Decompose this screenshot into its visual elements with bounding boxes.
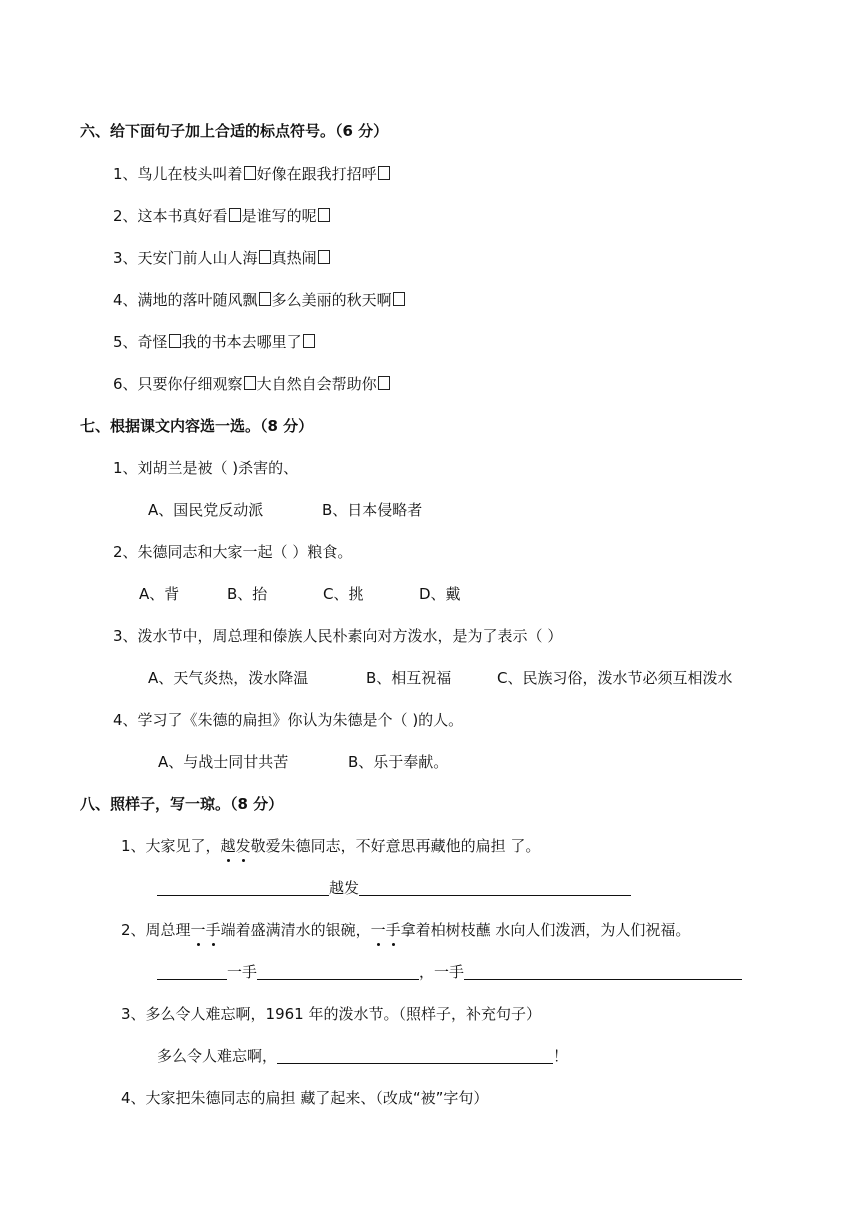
- choice-option[interactable]: C、民族习俗，泼水节必须互相泼水: [497, 669, 733, 687]
- punctuation-box[interactable]: [318, 250, 330, 264]
- section8-title: 八、照样子，写一琼。（8 分）: [80, 795, 284, 813]
- choice-option[interactable]: B、抬: [227, 585, 268, 603]
- answer-blank[interactable]: [277, 1047, 553, 1064]
- choice-option[interactable]: A、背: [139, 585, 180, 603]
- punctuation-box[interactable]: [244, 376, 256, 390]
- choice-option[interactable]: A、与战士同甘共苦: [158, 753, 289, 771]
- choice-question-2: 2、朱德同志和大家一起（ ）粮食。: [113, 543, 353, 561]
- imitation-answer-1: 越发: [157, 878, 631, 898]
- choice-option[interactable]: C、挑: [323, 585, 364, 603]
- section7-title: 七、根据课文内容选一选。（8 分）: [80, 417, 314, 435]
- choice-question-4: 4、学习了《朱德的扁担》你认为朱德是个（ )的人。: [113, 711, 464, 729]
- answer-blank[interactable]: [257, 963, 419, 980]
- imitation-question-1: 1、大家见了，越发敬爱朱德同志，不好意思再藏他的扁担 了。: [121, 837, 541, 855]
- punctuation-item-6: 6、只要你仔细观察 大自然自会帮助你: [113, 374, 391, 394]
- imitation-question-3: 3、多么令人难忘啊，1961 年的泼水节。（照样子，补充句子）: [121, 1005, 541, 1023]
- punctuation-item-3: 3、天安门前人山人海 真热闹: [113, 248, 331, 268]
- punctuation-box[interactable]: [169, 334, 181, 348]
- punctuation-box[interactable]: [259, 292, 271, 306]
- punctuation-item-5: 5、奇怪 我的书本去哪里了: [113, 332, 316, 352]
- answer-blank[interactable]: [157, 879, 329, 896]
- punctuation-box[interactable]: [259, 250, 271, 264]
- answer-blank[interactable]: [359, 879, 631, 896]
- choice-option[interactable]: D、戴: [419, 585, 461, 603]
- choice-option[interactable]: A、天气炎热，泼水降温: [148, 669, 309, 687]
- section6-title: 六、给下面句子加上合适的标点符号。（6 分）: [80, 122, 389, 140]
- imitation-question-2: 2、周总理一手端着盛满清水的银碗，一手拿着柏树枝蘸 水向人们泼洒，为人们祝福。: [121, 921, 691, 939]
- punctuation-item-1: 1、鸟儿在枝头叫着 好像在跟我打招呼: [113, 164, 391, 184]
- choice-question-3: 3、泼水节中，周总理和傣族人民朴素向对方泼水，是为了表示（ ）: [113, 627, 563, 645]
- choice-option[interactable]: B、日本侵略者: [322, 501, 423, 519]
- choice-option[interactable]: B、相互祝福: [366, 669, 452, 687]
- punctuation-box[interactable]: [378, 376, 390, 390]
- punctuation-box[interactable]: [229, 208, 241, 222]
- answer-blank[interactable]: [157, 963, 227, 980]
- punctuation-item-4: 4、满地的落叶随风飘 多么美丽的秋天啊: [113, 290, 406, 310]
- punctuation-box[interactable]: [393, 292, 405, 306]
- punctuation-box[interactable]: [244, 166, 256, 180]
- choice-question-1: 1、刘胡兰是被（ )杀害的、: [113, 459, 299, 477]
- answer-blank[interactable]: [464, 963, 742, 980]
- choice-option[interactable]: B、乐于奉献。: [348, 753, 449, 771]
- punctuation-box[interactable]: [303, 334, 315, 348]
- imitation-answer-2: 一手 ，一手: [157, 962, 742, 982]
- punctuation-box[interactable]: [378, 166, 390, 180]
- imitation-question-4: 4、大家把朱德同志的扁担 藏了起来、（改成“被”字句）: [121, 1089, 489, 1107]
- choice-option[interactable]: A、国民党反动派: [148, 501, 264, 519]
- punctuation-item-2: 2、这本书真好看 是谁写的呢: [113, 206, 331, 226]
- imitation-answer-3: 多么令人难忘啊， ！: [157, 1047, 569, 1065]
- punctuation-box[interactable]: [318, 208, 330, 222]
